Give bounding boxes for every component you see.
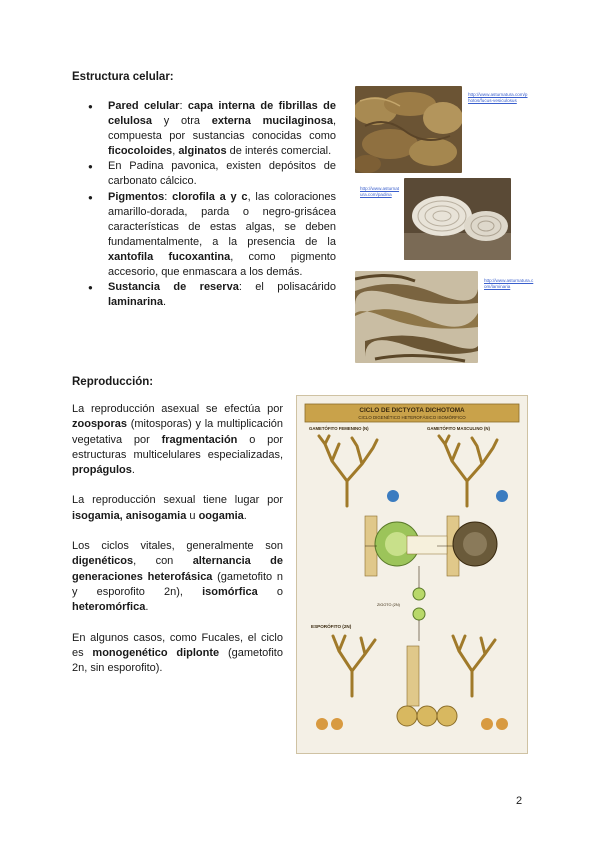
reproduccion-paragraph bbox=[72, 631, 283, 677]
photo-laminaria bbox=[355, 271, 478, 363]
bold-run: alternancia de generaciones heterofásica bbox=[72, 555, 283, 583]
bold-run: isomórfica bbox=[202, 585, 258, 598]
text-run: , con bbox=[133, 555, 193, 568]
bullet-item bbox=[88, 190, 336, 281]
bold-run: capa interna de fibrillas de celulosa bbox=[108, 100, 336, 128]
bold-run: oogamia bbox=[198, 509, 244, 522]
photo2-source-link[interactable]: http://www.asturnatura.com/padina bbox=[360, 186, 400, 197]
text-run: o por estructuras multicelulares especializadas, bbox=[72, 433, 283, 461]
text-run: , compuesta por sustancias conocidas como bbox=[108, 115, 336, 143]
bullet-item bbox=[88, 159, 336, 189]
text-run: de interés comercial. bbox=[226, 145, 332, 158]
text-run: . bbox=[145, 601, 149, 614]
bold-run: heteromórfica bbox=[72, 601, 146, 614]
text-run: La reproducción sexual tiene lugar por bbox=[72, 494, 283, 507]
text-run: (gametofito 2n, sin esporofito). bbox=[72, 646, 283, 675]
dictyota-life-cycle-diagram bbox=[296, 395, 528, 754]
text-run: La reproducción asexual se efectúa por bbox=[72, 403, 283, 415]
text-run: En algunos casos, como Fucales, el ciclo es bbox=[72, 631, 283, 659]
diagram-subtitle: CICLO DIGENÉTICO HETEROFÁSICO ISOMÓRFICO bbox=[358, 415, 466, 420]
diagram-right-label: GAMETÓFITO MASCULINO (N) bbox=[427, 426, 490, 431]
bold-run: clorofila a y c bbox=[172, 190, 248, 203]
diagram-title: CICLO DE DICTYOTA DICHOTOMA bbox=[359, 407, 465, 414]
text-run: , las coloraciones amarillo-dorada, parda o negro-grisácea características de estas algas, se deben fundamentalmente, a la presencia de la bbox=[108, 190, 336, 248]
text-run: En Padina pavonica, existen depósitos de carbonato cálcico. bbox=[108, 160, 336, 188]
photo-padina-pavonica bbox=[404, 178, 511, 260]
diagram-zigoto-label: ZIGOTO (2N) bbox=[377, 603, 400, 607]
reproduccion-paragraph bbox=[72, 539, 283, 615]
bold-run: Sustancia de reserva bbox=[108, 281, 239, 294]
text-run: o bbox=[257, 585, 283, 598]
bold-run: xantofila fucoxantina bbox=[108, 250, 231, 263]
reproduccion-paragraph bbox=[72, 402, 283, 478]
bold-run: externa mucilaginosa bbox=[211, 115, 333, 128]
photo3-source-link[interactable]: http://www.asturnatura.com/laminaria bbox=[484, 278, 534, 289]
text-run: u bbox=[186, 509, 199, 522]
photo-fucus-alga bbox=[355, 86, 462, 173]
text-run: : bbox=[164, 190, 173, 203]
diagram-esporofito-label: ESPORÓFITO (2N) bbox=[311, 624, 352, 629]
bold-run: digenéticos bbox=[72, 555, 134, 568]
text-run: (gametofito n y esporofito 2n), bbox=[72, 570, 283, 598]
estructura-bullet-list bbox=[88, 99, 336, 310]
bold-run: zoosporas bbox=[72, 418, 128, 431]
text-run: (mitosporas) y la multiplicación vegetativa por bbox=[72, 418, 283, 446]
text-run: , como pigmento accesorio, que enmascara a los demás. bbox=[108, 250, 336, 279]
bold-run: Pared celular bbox=[108, 100, 180, 112]
heading-estructura-celular: Estructura celular: bbox=[72, 71, 174, 83]
reproduccion-paragraph bbox=[72, 493, 283, 524]
bold-run: alginatos bbox=[178, 145, 227, 158]
bold-run: monogenético diplonte bbox=[92, 646, 220, 659]
diagram-left-label: GAMETÓFITO FEMENINO (N) bbox=[309, 426, 369, 431]
text-run: Los ciclos vitales, generalmente son bbox=[72, 540, 283, 553]
bold-run: laminarina bbox=[108, 296, 164, 309]
bold-run: ficocoloides bbox=[108, 145, 173, 158]
reproduccion-paragraphs bbox=[72, 402, 283, 691]
text-run: . bbox=[163, 296, 167, 309]
bold-run: propágulos bbox=[72, 464, 132, 477]
text-run: . bbox=[243, 509, 247, 522]
text-run: : el polisacárido bbox=[238, 281, 336, 294]
photo1-source-link[interactable]: http://www.asturnatura.com/photos/fucus-vesiculosus bbox=[468, 92, 528, 103]
text-run: , bbox=[172, 145, 179, 158]
bold-run: isogamia, anisogamia bbox=[72, 509, 187, 522]
bullet-item bbox=[88, 280, 336, 310]
heading-reproduccion: Reproducción: bbox=[72, 376, 154, 388]
text-run: . bbox=[131, 464, 135, 477]
page-number: 2 bbox=[516, 795, 523, 807]
text-run: : bbox=[179, 100, 188, 112]
bullet-item bbox=[88, 99, 336, 159]
text-run: y otra bbox=[152, 115, 212, 128]
bold-run: fragmentación bbox=[161, 433, 238, 446]
bold-run: Pigmentos bbox=[108, 190, 165, 203]
